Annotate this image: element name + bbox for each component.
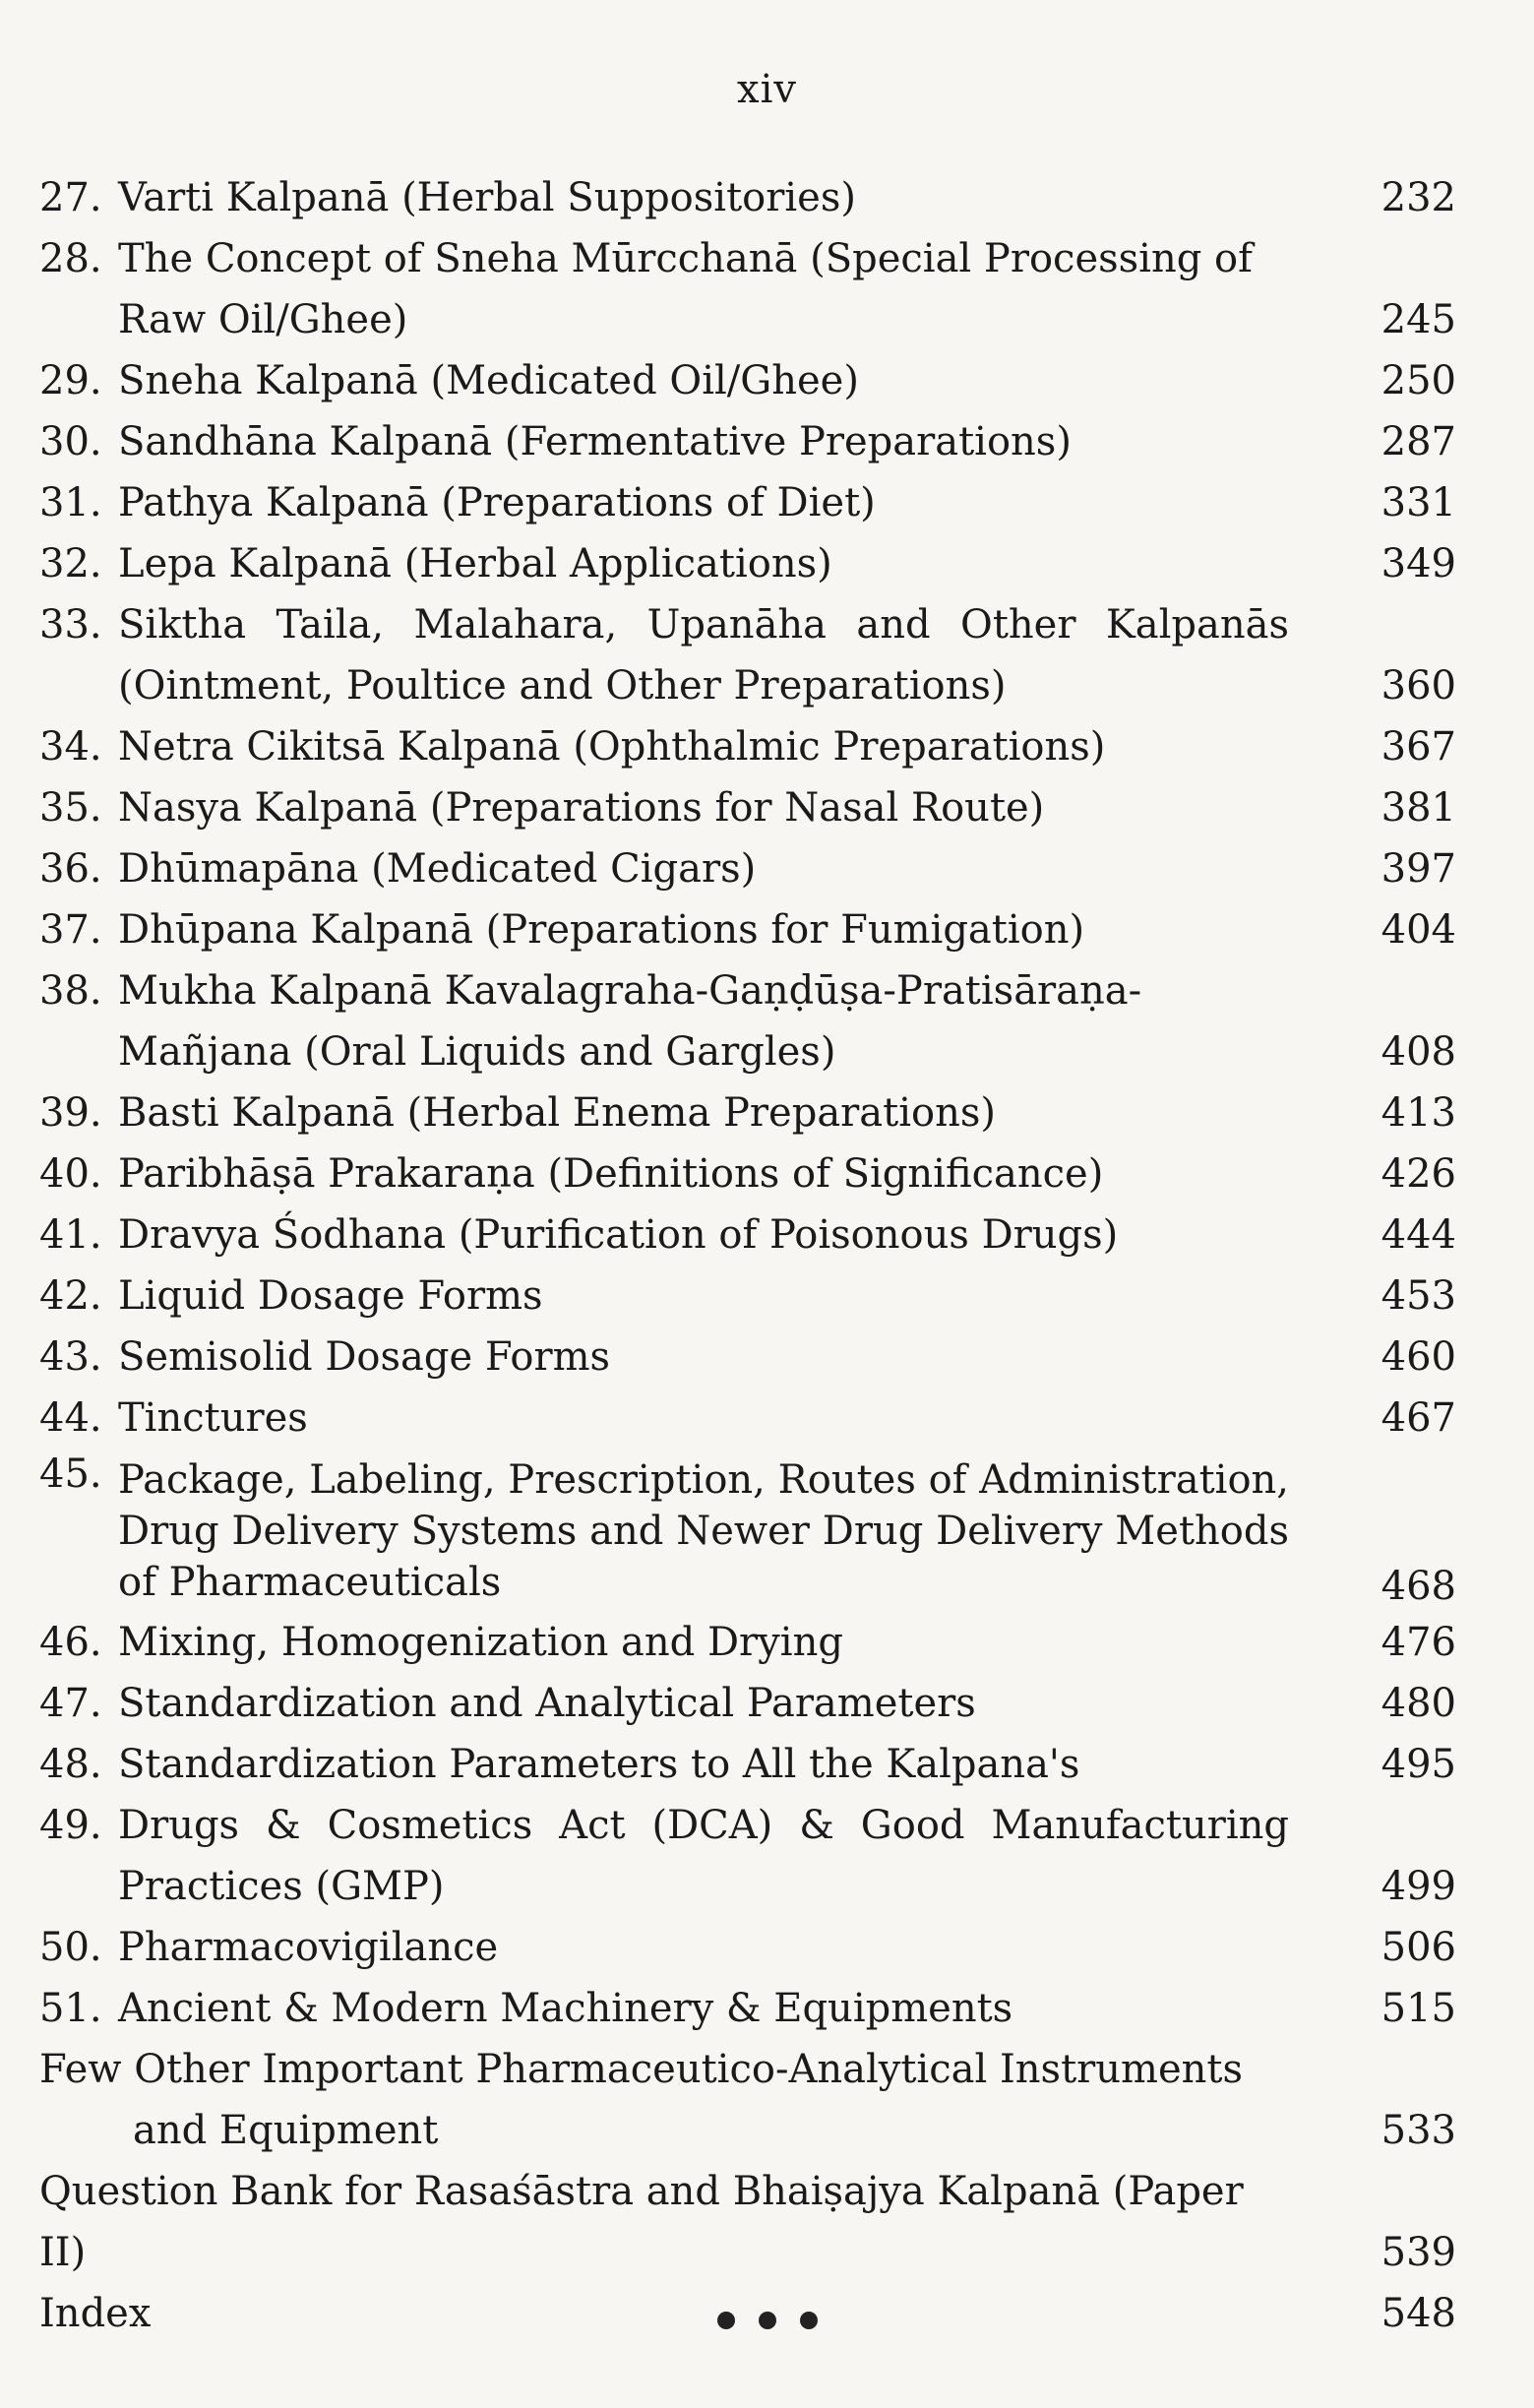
toc-appendix-instruments: [39, 2039, 1456, 2161]
appendix-title: Index: [39, 2291, 152, 2336]
entry-page: 232: [1381, 175, 1456, 220]
bullet-dot: [717, 2312, 735, 2329]
entry-number: 41.: [39, 1212, 102, 1258]
entry-page: 397: [1381, 846, 1456, 892]
entry-number: 33.: [39, 602, 102, 648]
toc-entry-50: [39, 1917, 1456, 1978]
entry-title: Varti Kalpanā (Herbal Suppositories): [118, 175, 856, 220]
entry-title: Ancient & Modern Machinery & Equipments: [118, 1986, 1013, 2031]
entry-page: 444: [1381, 1212, 1456, 1258]
table-of-contents: [39, 167, 1456, 2344]
entry-page: 506: [1381, 1925, 1456, 1970]
entry-page: 245: [1381, 297, 1456, 342]
toc-entry-40: [39, 1143, 1456, 1204]
entry-page: 453: [1381, 1273, 1456, 1319]
entry-page: 499: [1381, 1864, 1456, 1909]
entry-page: 539: [1381, 2230, 1456, 2275]
toc-entry-28: [39, 228, 1456, 350]
entry-number: 35.: [39, 785, 102, 831]
toc-entry-37: [39, 899, 1456, 960]
entry-number: 51.: [39, 1986, 102, 2031]
toc-entry-31: [39, 472, 1456, 533]
entry-page: 331: [1381, 480, 1456, 525]
entry-number: 28.: [39, 236, 102, 281]
entry-title: Mukha Kalpanā Kavalagraha-Gaṇḍūṣa-Pratisāraṇa-Mañjana (Oral Liquids and Gargles): [118, 968, 1142, 1075]
entry-number: 48.: [39, 1742, 102, 1787]
toc-entry-44: [39, 1388, 1456, 1449]
entry-page: 548: [1381, 2291, 1456, 2336]
entry-number: 44.: [39, 1395, 102, 1441]
toc-entry-33: [39, 594, 1456, 716]
entry-number: 49.: [39, 1803, 102, 1848]
entry-page: 349: [1381, 541, 1456, 587]
toc-entry-51: [39, 1978, 1456, 2039]
entry-page: 476: [1381, 1620, 1456, 1665]
entry-page: 408: [1381, 1029, 1456, 1075]
entry-title: Sandhāna Kalpanā (Fermentative Preparations): [118, 419, 1072, 464]
entry-title: Sneha Kalpanā (Medicated Oil/Ghee): [118, 358, 859, 403]
toc-entry-45: [39, 1449, 1456, 1612]
entry-number: 37.: [39, 907, 102, 953]
entry-number: 43.: [39, 1334, 102, 1380]
entry-number: 42.: [39, 1273, 102, 1319]
entry-page: 287: [1381, 419, 1456, 464]
toc-entry-49: [39, 1795, 1456, 1917]
toc-entry-39: [39, 1082, 1456, 1143]
entry-title: Netra Cikitsā Kalpanā (Ophthalmic Preparations): [118, 724, 1106, 770]
toc-entry-42: [39, 1266, 1456, 1327]
entry-number: 32.: [39, 541, 102, 587]
entry-page: 515: [1381, 1986, 1456, 2031]
entry-number: 30.: [39, 419, 102, 464]
entry-number: 36.: [39, 846, 102, 892]
toc-entry-36: [39, 838, 1456, 899]
entry-title: Dhūmapāna (Medicated Cigars): [118, 846, 757, 892]
entry-number: 50.: [39, 1925, 102, 1970]
entry-title: Siktha Taila, Malahara, Upanāha and Other Kalpanās (Ointment, Poultice and Other Preparations): [118, 602, 1289, 709]
bullet-dot: [759, 2312, 776, 2329]
entry-page: 250: [1381, 358, 1456, 403]
entry-number: 27.: [39, 175, 102, 220]
entry-title: Pharmacovigilance: [118, 1925, 499, 1970]
entry-title: Paribhāṣā Prakaraṇa (Definitions of Significance): [118, 1151, 1104, 1197]
entry-page: 468: [1381, 1564, 1456, 1609]
entry-number: 47.: [39, 1681, 102, 1726]
entry-number: 46.: [39, 1620, 102, 1665]
page-number: xiv: [737, 67, 797, 112]
bullet-dot: [800, 2312, 818, 2329]
entry-number: 39.: [39, 1090, 102, 1136]
entry-title: Basti Kalpanā (Herbal Enema Preparations): [118, 1090, 996, 1136]
toc-entry-43: [39, 1327, 1456, 1388]
entry-number: 45.: [39, 1451, 102, 1497]
appendix-title: Question Bank for Rasaśāstra and Bhaiṣajya Kalpanā (Paper II): [39, 2169, 1244, 2275]
toc-appendix-question-bank: [39, 2161, 1456, 2283]
entry-page: 381: [1381, 785, 1456, 831]
entry-page: 480: [1381, 1681, 1456, 1726]
entry-title: Standardization Parameters to All the Kalpana's: [118, 1742, 1080, 1787]
toc-entry-34: [39, 716, 1456, 777]
entry-page: 426: [1381, 1151, 1456, 1197]
entry-number: 40.: [39, 1151, 102, 1197]
entry-title: Lepa Kalpanā (Herbal Applications): [118, 541, 832, 587]
entry-title: The Concept of Sneha Mūrcchanā (Special Processing of Raw Oil/Ghee): [118, 236, 1253, 342]
entry-title: Pathya Kalpanā (Preparations of Diet): [118, 480, 876, 525]
toc-entry-29: [39, 350, 1456, 411]
toc-entry-47: [39, 1673, 1456, 1734]
entry-title: Standardization and Analytical Parameters: [118, 1681, 976, 1726]
entry-title: Dhūpana Kalpanā (Preparations for Fumigation): [118, 907, 1085, 953]
entry-page: 360: [1381, 663, 1456, 709]
entry-number: 31.: [39, 480, 102, 525]
toc-entry-41: [39, 1204, 1456, 1266]
entry-title: Dravya Śodhana (Purification of Poisonous Drugs): [118, 1212, 1119, 1258]
entry-page: 533: [1381, 2108, 1456, 2153]
entry-page: 467: [1381, 1395, 1456, 1441]
entry-title: Package, Labeling, Prescription, Routes of Administration, Drug Delivery Systems and Newer Drug Delivery Methods of Pharmaceuticals: [118, 1457, 1289, 1605]
entry-title: Semisolid Dosage Forms: [118, 1334, 611, 1380]
entry-title: Liquid Dosage Forms: [118, 1273, 543, 1319]
appendix-title-continued: and Equipment: [133, 2108, 439, 2153]
toc-entry-35: [39, 777, 1456, 838]
entry-title: Mixing, Homogenization and Drying: [118, 1620, 843, 1665]
entry-title: Nasya Kalpanā (Preparations for Nasal Route): [118, 785, 1045, 831]
entry-page: 413: [1381, 1090, 1456, 1136]
entry-page: 367: [1381, 724, 1456, 770]
entry-number: 34.: [39, 724, 102, 770]
entry-page: 404: [1381, 907, 1456, 953]
toc-entry-48: [39, 1734, 1456, 1795]
entry-page: 460: [1381, 1334, 1456, 1380]
entry-number: 29.: [39, 358, 102, 403]
toc-entry-30: [39, 411, 1456, 472]
entry-title: Drugs & Cosmetics Act (DCA) & Good Manufacturing Practices (GMP): [118, 1803, 1289, 1909]
toc-entry-27: [39, 167, 1456, 228]
toc-entry-38: [39, 960, 1456, 1082]
toc-entry-46: [39, 1612, 1456, 1673]
appendix-title: Few Other Important Pharmaceutico-Analytical Instruments: [39, 2047, 1243, 2092]
end-ornament: [0, 2303, 1534, 2337]
toc-entry-32: [39, 533, 1456, 594]
entry-page: 495: [1381, 1742, 1456, 1787]
entry-number: 38.: [39, 968, 102, 1014]
entry-title: Tinctures: [118, 1395, 308, 1441]
